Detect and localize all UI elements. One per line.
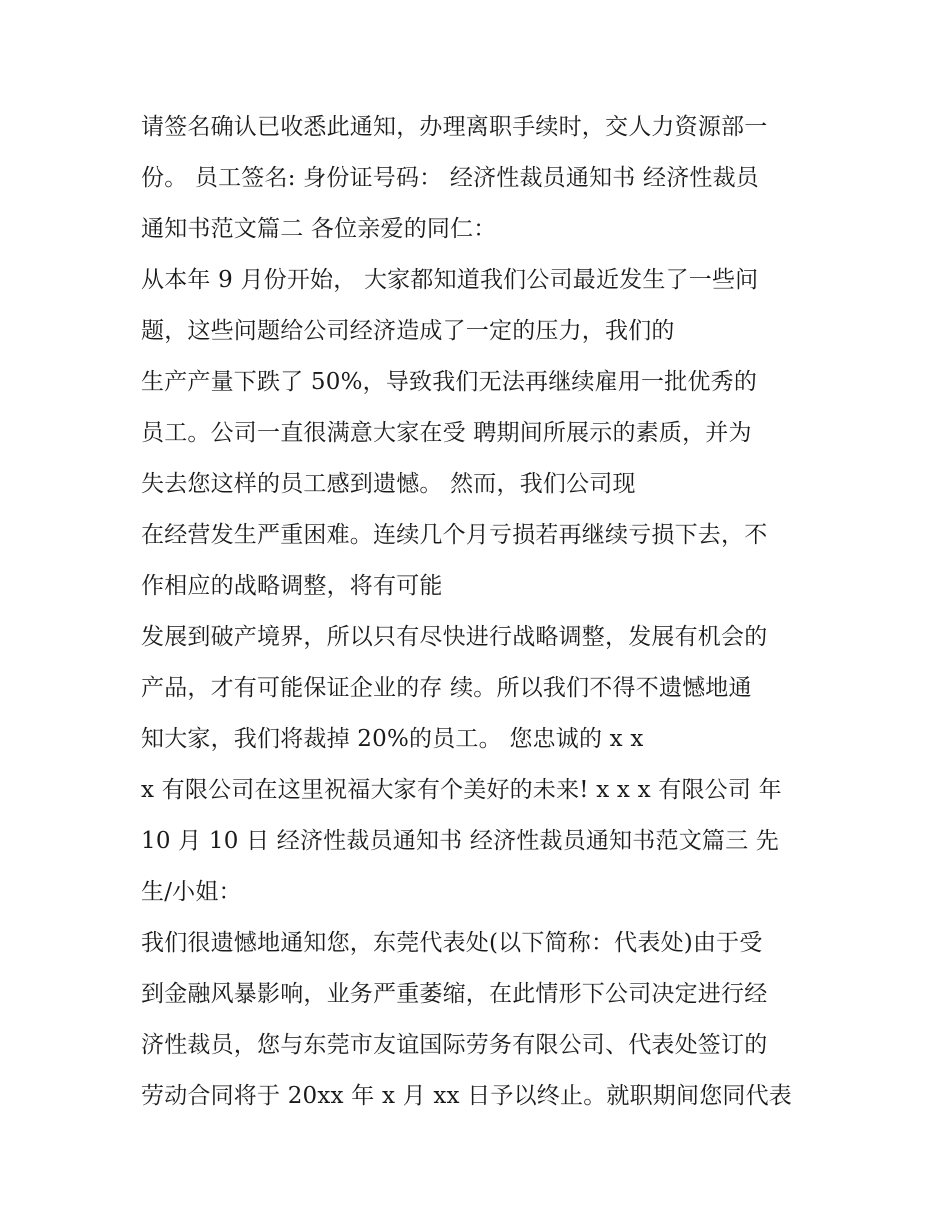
body-text: [141, 102, 821, 1122]
text-line: 劳动合同将于 20xx 年 x 月 xx 日予以终止。就职期间您同代表: [141, 1083, 792, 1109]
text-line: 济性裁员，您与东莞市友谊国际劳务有限公司、代表处签订的: [141, 1032, 768, 1058]
text-line: 生/小姐：: [141, 879, 242, 905]
text-line: 题，这些问题给公司经济造成了一定的压力，我们的: [141, 318, 675, 344]
text-line: 生产产量下跌了 50%，导致我们无法再继续雇用一批优秀的: [141, 369, 758, 395]
text-line: x 有限公司在这里祝福大家有个美好的未来! x x x 有限公司 年: [141, 777, 782, 803]
text-line: 通知书范文篇二 各位亲爱的同仁：: [141, 216, 497, 242]
text-line: 产品，才有可能保证企业的存 续。所以我们不得不遗憾地通: [141, 675, 752, 701]
text-line: 作相应的战略调整，将有可能: [141, 573, 443, 599]
text-line: 份。 员工签名: 身份证号码： 经济性裁员通知书 经济性裁员: [141, 165, 759, 191]
text-line: 失去您这样的员工感到遗憾。 然而，我们公司现: [141, 471, 636, 497]
text-line: 我们很遗憾地通知您，东莞代表处(以下简称：代表处)由于受: [141, 930, 763, 956]
text-line: 请签名确认已收悉此通知，办理离职手续时，交人力资源部一: [141, 114, 768, 140]
text-line: 员工。公司一直很满意大家在受 聘期间所展示的素质，并为: [141, 420, 752, 446]
text-line: 从本年 9 月份开始， 大家都知道我们公司最近发生了一些问: [141, 267, 759, 293]
text-line: 在经营发生严重困难。连续几个月亏损若再继续亏损下去，不: [141, 522, 768, 548]
text-line: 发展到破产境界，所以只有尽快进行战略调整，发展有机会的: [141, 624, 768, 650]
text-line: 到金融风暴影响，业务严重萎缩，在此情形下公司决定进行经: [141, 981, 768, 1007]
text-line: 知大家，我们将裁掉 20%的员工。 您忠诚的 x x: [141, 726, 644, 752]
text-line: 10 月 10 日 经济性裁员通知书 经济性裁员通知书范文篇三 先: [141, 828, 779, 854]
